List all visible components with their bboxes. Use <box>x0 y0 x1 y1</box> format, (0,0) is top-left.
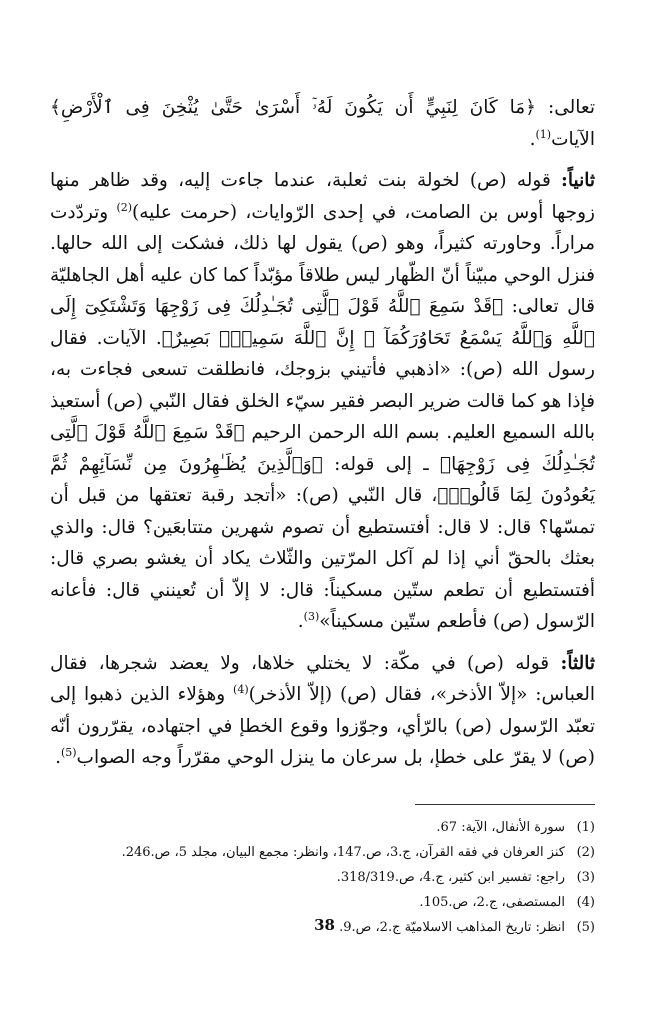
footnote-item <box>50 865 595 890</box>
footnote-text: سورة الأنفال، الآية: 67. <box>436 819 565 835</box>
paragraph-text: تعالى: ﴿مَا كَانَ لِنَبِيٍّ أَن يَكُونَ لَهُۥٓ أَسْرَىٰ حَتَّىٰ يُثْخِنَ فِى ٱلْأَرْضِ﴾ الآيات <box>50 97 595 150</box>
footnote-divider <box>415 804 595 805</box>
footnote-item <box>50 815 595 840</box>
paragraph-text: قوله (ص) في مكّة: لا يختلي خلاها، ولا يعضد شجرها، فقال العباس: «إلاّ الأذخر»، فقال (ص) (إلاّ الأذخر) <box>50 652 595 705</box>
footnote-text: كنز العرفان في فقه القرآن، ج.3، ص.147، وانظر: مجمع البيان، مجلد 5، ص.246. <box>121 844 565 860</box>
paragraph-intro <box>50 92 595 155</box>
footnote-item <box>50 890 595 915</box>
paragraph-tail: . <box>55 747 61 768</box>
footnote-text: راجع: تفسير ابن كثير، ج.4، ص.318/319. <box>336 869 565 885</box>
page-number: 38 <box>314 916 335 934</box>
footnote-number: (1) <box>576 819 595 835</box>
footnote-ref[interactable]: (1) <box>535 127 552 141</box>
footnote-number: (3) <box>576 869 595 885</box>
paragraph-tail: وتردّدت مراراً. وحاورته كثيراً، وهو (ص) يقول لها ذلك، فشكت إلى الله حالها. فنزل الوحي مبيّناً أنّ الظّهار ليس طلاقاً مؤبّداً كما كان عليه أهل الجاهليّة قال تعالى: ﴿قَدْ سَمِعَ ٱللَّهُ قَوْلَ ٱلَّتِى تُجَـٰدِلُكَ فِى زَوْجِهَا وَتَشْتَكِىٓ إِلَى ٱللَّهِ وَٱللَّهُ يَسْمَعُ تَحَاوُرَكُمَآ ۚ إِنَّ ٱللَّهَ سَمِيعٌۢ بَصِيرٌ﴾. الآيات. فقال رسول الله (ص): «اذهبي فأتيني بزوجك، فانطلقت تسعى فجاءت به، فإذا هو كما قالت ضرير البصر فقير سيّء الخلق فقال النّبي (ص) أستعيذ بالله السميع العليم. بسم الله الرحمن الرحيم ﴿قَدْ سَمِعَ ٱللَّهُ قَوْلَ ٱلَّتِى تُجَـٰدِلُكَ فِى زَوْجِهَا﴾ ـ إلى قوله: ﴿وَٱلَّذِينَ يُظَـٰهِرُونَ مِن نِّسَآئِهِمْ ثُمَّ يَعُودُونَ لِمَا قَالُوا۟﴾، قال النّبي (ص): «أتجد رقبة تعتقها من قبل أن تمسّها؟ قال: لا قال: أفتستطيع أن تصوم شهرين متتابعَين؟ قال: والذي بعثك بالحقّ أني إذا لم آكل المرّتين والثّلاث يكاد أن يغشو بصري قال: أفتستطيع أن تطعم ستّين مسكيناً: قال: لا إلاّ أن تُعينني قال: فأعانه الرّسول (ص) فأطعم ستّين مسكيناً» <box>50 201 595 632</box>
footnote-text: انظر: تاريخ المذاهب الاسلاميّة ج.2، ص.9. <box>339 919 565 935</box>
footnote-text: المستصفى، ج.2، ص.105. <box>419 894 565 910</box>
paragraph-text: قوله (ص) لخولة بنت ثعلبة، عندما جاءت إليه، وقد ظاهر منها زوجها أوس بن الصامت، في إحدى الرّوايات، (حرمت عليه) <box>50 170 595 223</box>
paragraph-tail: وهؤلاء الذين ذهبوا إلى تعبّد الرّسول (ص) بالرّأي، وجوّزوا وقوع الخطإ في اجتهاده، يقرّرون أنّه (ص) لا يقرّ على خطإ، بل سرعان ما ينزل الوحي مقرّراً وجه الصواب <box>50 684 595 768</box>
footnote-ref[interactable]: (4) <box>233 682 249 696</box>
footnote-ref[interactable]: (2) <box>116 200 133 214</box>
paragraph-lead: ثالثاً: <box>560 652 595 674</box>
paragraph-third <box>50 648 595 774</box>
footnote-item <box>50 840 595 865</box>
paragraph-lead: ثانياً: <box>561 170 595 191</box>
footnote-ref[interactable]: (3) <box>303 609 320 623</box>
paragraph-tail: . <box>297 611 304 632</box>
footnote-number: (5) <box>576 919 595 935</box>
paragraph-tail: . <box>529 128 536 150</box>
page-body <box>50 92 595 940</box>
footnote-number: (2) <box>576 844 595 860</box>
footnote-number: (4) <box>576 894 595 910</box>
footnote-ref[interactable]: (5) <box>60 745 77 759</box>
paragraph-second <box>50 165 595 638</box>
